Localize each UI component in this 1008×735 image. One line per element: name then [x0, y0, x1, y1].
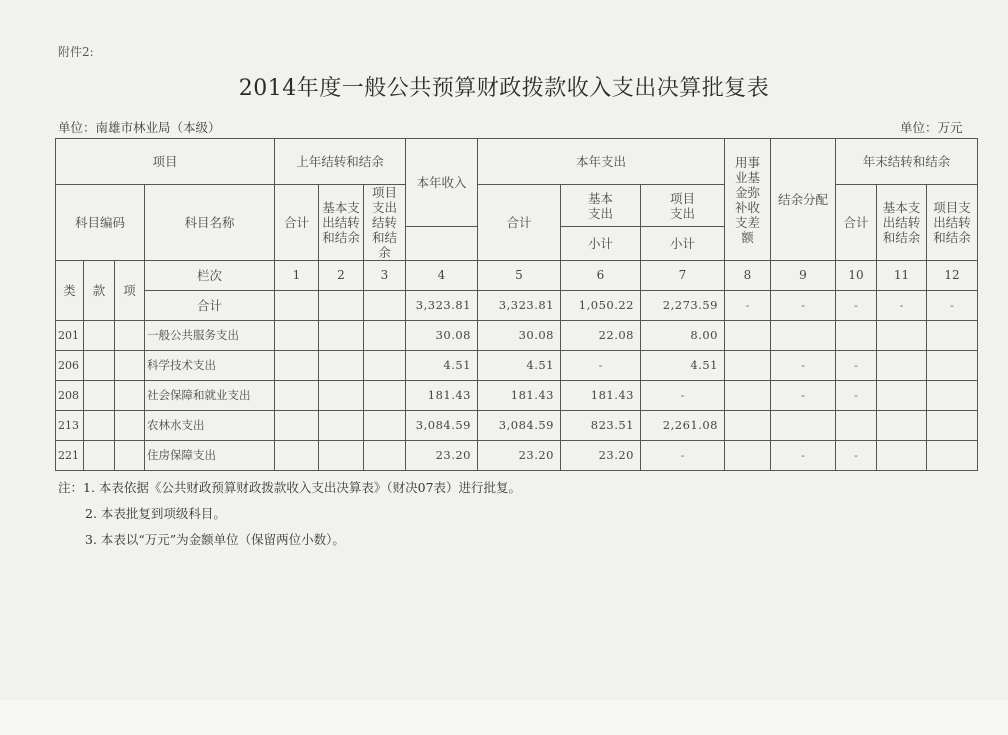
- value-cell: -: [771, 381, 836, 411]
- subject-xiang: [115, 321, 145, 351]
- attachment-label: 附件2:: [58, 45, 94, 59]
- value-cell: [725, 441, 771, 471]
- header-cat-kuan: 款: [84, 261, 115, 321]
- value-cell: 181.43: [561, 381, 641, 411]
- subject-kuan: [84, 411, 115, 441]
- subject-xiang: [115, 381, 145, 411]
- header-basic-carry: [319, 185, 364, 261]
- value-cell: [275, 441, 319, 471]
- value-cell: [877, 351, 927, 381]
- column-number-label: 栏次: [145, 261, 275, 291]
- header-project-expense: [641, 185, 725, 227]
- value-cell: 181.43: [478, 381, 561, 411]
- value-cell: [877, 381, 927, 411]
- subject-code: 208: [56, 381, 84, 411]
- subject-xiang: [115, 411, 145, 441]
- value-cell: [364, 411, 406, 441]
- column-number: 2: [319, 261, 364, 291]
- value-cell: [877, 411, 927, 441]
- special-fund-label: 用事业基金弥补收支差额: [734, 154, 760, 245]
- header-prev-total: 合计: [275, 185, 319, 261]
- total-cell: 2,273.59: [641, 291, 725, 321]
- project-expense-label: 项目支出: [669, 190, 695, 221]
- basic-carry-label: 基本支出结转和结余: [322, 200, 360, 245]
- table-row: [56, 321, 978, 351]
- value-cell: [364, 381, 406, 411]
- total-cell: -: [927, 291, 978, 321]
- subject-xiang: [115, 441, 145, 471]
- document-title: 2014年度一般公共预算财政拨款收入支出决算批复表: [238, 76, 770, 101]
- subject-name: 住房保障支出: [145, 441, 275, 471]
- value-cell: [319, 411, 364, 441]
- column-number: 8: [725, 261, 771, 291]
- subject-code: 221: [56, 441, 84, 471]
- value-cell: [319, 351, 364, 381]
- current-income-label: 本年收入: [416, 175, 467, 190]
- value-cell: 22.08: [561, 321, 641, 351]
- value-cell: -: [771, 441, 836, 471]
- table-row: [56, 351, 978, 381]
- value-cell: 3,084.59: [478, 411, 561, 441]
- column-number: 9: [771, 261, 836, 291]
- value-cell: [771, 321, 836, 351]
- total-cell: [275, 291, 319, 321]
- subject-name: 农林水支出: [145, 411, 275, 441]
- basic-carry-end-label: 基本支出结转和结余: [882, 200, 921, 245]
- header-cat-xiang: 项: [115, 261, 145, 321]
- subject-xiang: [115, 351, 145, 381]
- subject-kuan: [84, 441, 115, 471]
- total-cell: -: [771, 291, 836, 321]
- total-cell: -: [877, 291, 927, 321]
- column-number: 7: [641, 261, 725, 291]
- subject-name: 科学技术支出: [145, 351, 275, 381]
- value-cell: 4.51: [406, 351, 478, 381]
- value-cell: [725, 351, 771, 381]
- value-cell: [275, 321, 319, 351]
- subject-kuan: [84, 351, 115, 381]
- column-number: 4: [406, 261, 478, 291]
- scan-margin: [0, 700, 1008, 735]
- value-cell: [927, 441, 978, 471]
- value-cell: -: [641, 381, 725, 411]
- subject-kuan: [84, 321, 115, 351]
- value-cell: [927, 411, 978, 441]
- column-number: 12: [927, 261, 978, 291]
- value-cell: [927, 321, 978, 351]
- value-cell: 3,084.59: [406, 411, 478, 441]
- header-current-expense: 本年支出: [478, 139, 725, 185]
- table-row: [56, 441, 978, 471]
- total-cell: [319, 291, 364, 321]
- column-number: 3: [364, 261, 406, 291]
- table-notes: [58, 480, 521, 558]
- value-cell: [275, 351, 319, 381]
- value-cell: [927, 381, 978, 411]
- value-cell: 23.20: [406, 441, 478, 471]
- note-line: 注：1. 本表依据《公共财政预算财政拨款收入支出决算表》（财决07表）进行批复。: [58, 480, 522, 495]
- value-cell: [927, 351, 978, 381]
- value-cell: [364, 321, 406, 351]
- value-cell: [836, 411, 877, 441]
- column-number: 10: [836, 261, 877, 291]
- total-row: [56, 291, 978, 321]
- total-cell: [364, 291, 406, 321]
- value-cell: -: [771, 351, 836, 381]
- value-cell: [364, 351, 406, 381]
- unit-organization: 单位：南雄市林业局（本级）: [58, 120, 221, 135]
- value-cell: [725, 411, 771, 441]
- header-item: 项目: [56, 139, 275, 185]
- header-basic-carry-end: [877, 185, 927, 261]
- value-cell: [836, 321, 877, 351]
- value-cell: -: [836, 351, 877, 381]
- value-cell: 823.51: [561, 411, 641, 441]
- value-cell: 181.43: [406, 381, 478, 411]
- header-expense-total: 合计: [478, 185, 561, 261]
- header-project-carry: [364, 185, 406, 261]
- budget-table: [55, 138, 978, 471]
- value-cell: [319, 321, 364, 351]
- header-basic-expense: [561, 185, 641, 227]
- subject-code: 213: [56, 411, 84, 441]
- subject-code: 201: [56, 321, 84, 351]
- basic-expense-label: 基本支出: [587, 190, 613, 221]
- table-row: [56, 381, 978, 411]
- header-prev-year: 上年结转和结余: [275, 139, 406, 185]
- table-row: [56, 411, 978, 441]
- value-cell: [877, 441, 927, 471]
- subject-name: 社会保障和就业支出: [145, 381, 275, 411]
- value-cell: 30.08: [406, 321, 478, 351]
- value-cell: [275, 381, 319, 411]
- value-cell: -: [561, 351, 641, 381]
- header-subject-name: 科目名称: [145, 185, 275, 261]
- value-cell: [275, 411, 319, 441]
- value-cell: -: [836, 441, 877, 471]
- value-cell: 2,261.08: [641, 411, 725, 441]
- value-cell: [771, 411, 836, 441]
- header-project-carry-end: [927, 185, 978, 261]
- column-number: 11: [877, 261, 927, 291]
- value-cell: -: [836, 381, 877, 411]
- value-cell: 4.51: [641, 351, 725, 381]
- total-cell: 1,050.22: [561, 291, 641, 321]
- subject-name: 一般公共服务支出: [145, 321, 275, 351]
- column-number: 5: [478, 261, 561, 291]
- header-subject-code: 科目编码: [56, 185, 145, 261]
- project-carry-end-label: 项目支出结转和结余: [933, 200, 971, 245]
- unit-currency: 单位：万元: [900, 120, 963, 135]
- total-cell: -: [725, 291, 771, 321]
- column-number: 1: [275, 261, 319, 291]
- note-line: 3. 本表以“万元”为金额单位（保留两位小数）。: [85, 532, 345, 547]
- value-cell: [319, 381, 364, 411]
- value-cell: [319, 441, 364, 471]
- value-cell: [877, 321, 927, 351]
- value-cell: -: [641, 441, 725, 471]
- total-cell: 3,323.81: [478, 291, 561, 321]
- header-current-income: [406, 139, 478, 227]
- column-number: 6: [561, 261, 641, 291]
- header-project-subtotal: 小计: [641, 227, 725, 261]
- subject-kuan: [84, 381, 115, 411]
- subject-code: 206: [56, 351, 84, 381]
- value-cell: 4.51: [478, 351, 561, 381]
- value-cell: [725, 321, 771, 351]
- value-cell: 8.00: [641, 321, 725, 351]
- total-cell: 3,323.81: [406, 291, 478, 321]
- header-cat-lei: 类: [56, 261, 84, 321]
- total-label: 合计: [145, 291, 275, 321]
- header-year-end: 年末结转和结余: [836, 139, 978, 185]
- header-surplus-dist: 结余分配: [771, 139, 836, 261]
- header-special-fund: [725, 139, 771, 261]
- value-cell: 30.08: [478, 321, 561, 351]
- header-basic-subtotal: 小计: [561, 227, 641, 261]
- value-cell: 23.20: [561, 441, 641, 471]
- value-cell: [725, 381, 771, 411]
- note-line: 2. 本表批复到项级科目。: [85, 506, 226, 521]
- header-current-income-blank: [406, 227, 478, 261]
- total-cell: -: [836, 291, 877, 321]
- header-end-total: 合计: [836, 185, 877, 261]
- project-carry-label: 项目支出结转和结余: [371, 185, 397, 260]
- value-cell: 23.20: [478, 441, 561, 471]
- value-cell: [364, 441, 406, 471]
